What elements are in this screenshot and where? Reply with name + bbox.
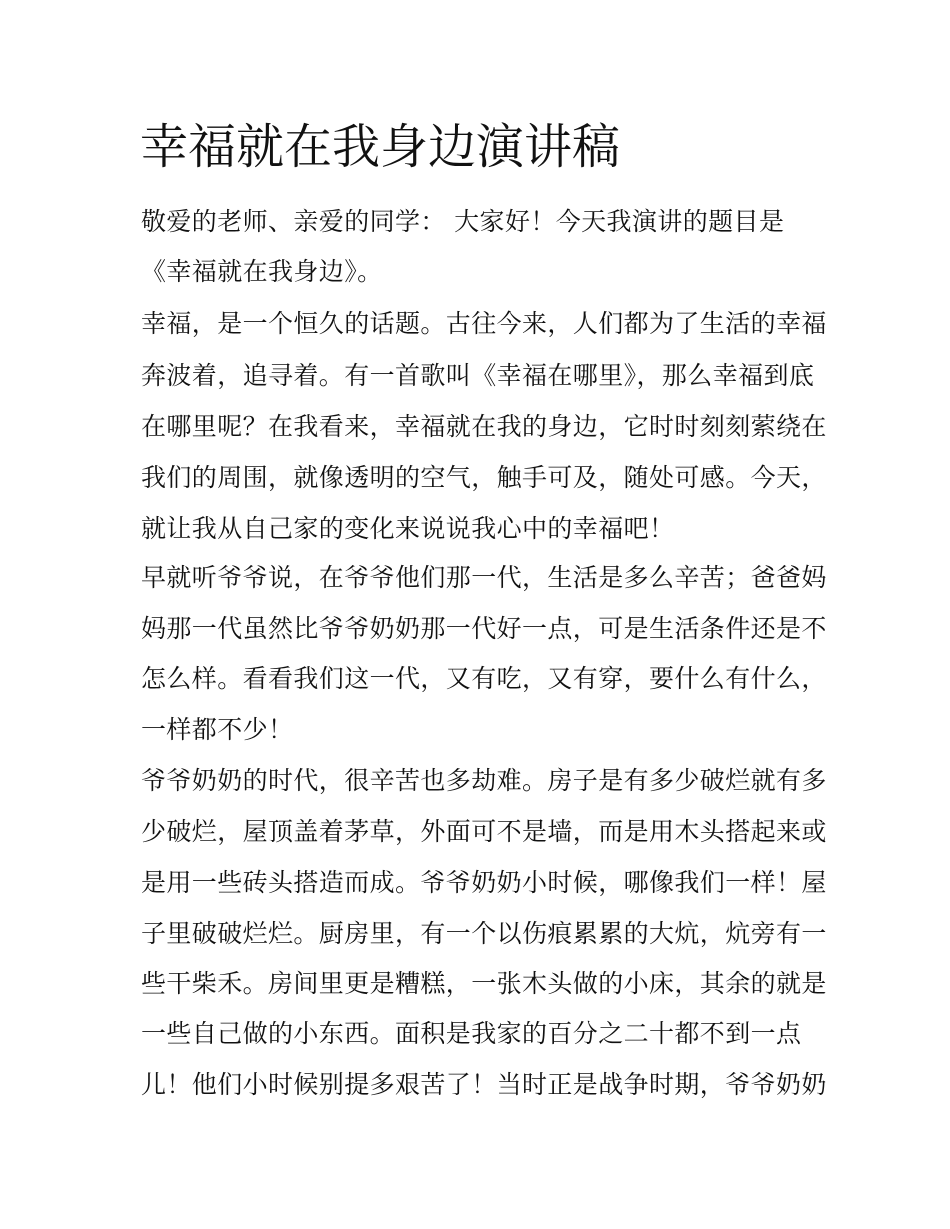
text-line: 幸福，是一个恒久的话题。古往今来，人们都为了生活的幸福: [141, 309, 827, 338]
text-line: 敬爱的老师、亲爱的同学： 大家好！今天我演讲的题目是: [141, 207, 785, 236]
text-line: 少破烂，屋顶盖着茅草，外面可不是墙，而是用木头搭起来或: [141, 817, 827, 846]
text-line: 是用一些砖头搭造而成。爷爷奶奶小时候，哪像我们一样！屋: [141, 868, 827, 897]
text-line: 一样都不少！: [141, 715, 294, 744]
text-line: 妈那一代虽然比爷爷奶奶那一代好一点，可是生活条件还是不: [141, 614, 827, 643]
text-line: 些干柴禾。房间里更是糟糕，一张木头做的小床，其余的就是: [141, 969, 827, 998]
text-line: 早就听爷爷说，在爷爷他们那一代，生活是多么辛苦；爸爸妈: [141, 563, 827, 592]
text-line: 在哪里呢？在我看来，幸福就在我的身边，它时时刻刻萦绕在: [141, 412, 827, 441]
text-line: 奔波着，追寻着。有一首歌叫《幸福在哪里》，那么幸福到底: [141, 361, 815, 390]
text-line: 就让我从自己家的变化来说说我心中的幸福吧！: [141, 514, 675, 543]
text-line: 怎么样。看看我们这一代，又有吃，又有穿，要什么有什么，: [141, 664, 827, 693]
text-line: 我们的周围，就像透明的空气，触手可及，随处可感。今天，: [141, 463, 827, 492]
text-line: 一些自己做的小东西。面积是我家的百分之二十都不到一点: [141, 1019, 802, 1048]
document-title: 幸福就在我身边演讲稿: [140, 119, 621, 175]
text-line: 《幸福就在我身边》。: [141, 257, 383, 286]
text-line: 爷爷奶奶的时代，很辛苦也多劫难。房子是有多少破烂就有多: [141, 766, 827, 795]
text-line: 子里破破烂烂。厨房里，有一个以伤痕累累的大炕，炕旁有一: [141, 919, 827, 948]
text-line: 儿！他们小时候别提多艰苦了！当时正是战争时期，爷爷奶奶: [141, 1070, 827, 1099]
